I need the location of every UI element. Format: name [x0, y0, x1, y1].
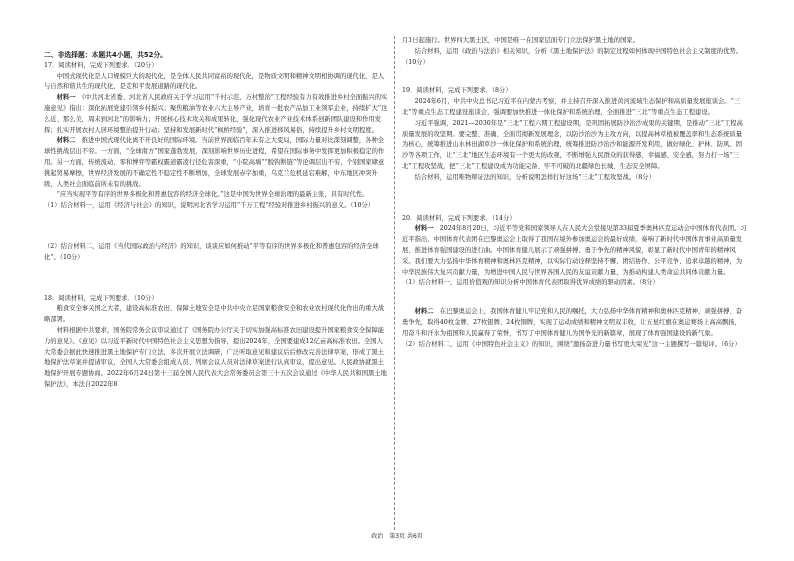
page-footer: 政治 第3页 共6页	[371, 533, 423, 540]
answer-space	[44, 212, 389, 242]
q17-material-2-quote: “应当实现平等有序的世界多极化和普惠包容的经济全球化。”这是中国为世界全球治理的最新主张，具有时代性。	[56, 191, 369, 199]
q17-material-1	[44, 93, 389, 136]
column-divider	[394, 36, 395, 530]
q17-material-2-text: 推进中国式现代化离不开良好的国际环境。当前世界面临百年未有之大变局，国际力量对比深刻调整，各种全球性挑战层出不穷。一方面，“全球南方”国家蓬勃发展，深刻影响世界历史进程，希望在国际事务中发挥更加积极稳定的作用。另一方面，传统流动、零和博弈等霸权霸道霸凌行径危害深重，“小院高墙”“脱钩断链”等论调层出不穷，个别国家肆意挑起贸易摩擦，世界经济发展的不确定性不稳定性不断增加，全球发展赤字加重，乌克兰危机延宕难解，中东地区冲突升级，人类社会面临前所未有的挑战。	[44, 137, 385, 188]
q17-material-2	[44, 136, 389, 190]
q18-intro: 粮食安全事关国之大者，建设高标准农田、保障土地安全是中共中央立足国家粮食安全和农业农村现代化作出的重大战略部署。	[44, 305, 385, 324]
q17-intro: 中国式现代化是人口规模巨大的现代化，是全体人民共同富裕的现代化，是物质文明和精神文明相协调的现代化，是人与自然和谐共生的现代化，是走和平发展道路的现代化。	[44, 72, 385, 91]
right-column	[402, 36, 747, 350]
q20-head: 20．阅读材料，完成下列要求．（14分）	[402, 214, 516, 222]
q20-sub-1: （1）结合材料一，运用价值观的知识分析中国体育代表团取得优异成绩的驱动因素。（8分）	[402, 279, 659, 287]
answer-space	[402, 184, 747, 214]
q18-task: 结合材料，运用《政治与法治》相关知识，分析《黑土地保护法》的制定过程如何体现中国特色社会主义制度的优势。（10分）	[402, 47, 743, 66]
q20-material-2-text: 在巴黎奥运会上，我国体育健儿牢记党和人民的嘱托，大力弘扬中华体育精神和奥林匹克精神，顽强拼搏、奋勇争先，取得40枚金牌、27枚银牌、24枚铜牌，实现了运动成绩和精神文明双丰收，让五星红旗在奥运赛场上高高飘扬，用奋斗和汗水为祖国和人民赢得了荣誉，书写了中国体育健儿为国争光的新篇章，展现了体育强国建设的新气象。	[402, 308, 743, 337]
q18-continued: 月1日起施行。世界四大黑土区，中国是唯一在国家层面专门立法保护黑土地的国家。	[402, 37, 639, 44]
answer-space	[402, 68, 747, 86]
section-title: 二、非选择题：本题共4小题，共52分。	[44, 51, 167, 59]
q20-material-1-label: 材料一	[414, 225, 434, 233]
q19-paragraph-2: 习近平强调，2021—2030年是“三北”工程六期工程建设期，是巩固拓展防沙治沙成果的关键期，是推动“三北”工程高质量发展的攻坚期。要完整、准确、全面贯彻新发展理念，以防沙治沙为主攻方向，以提高林草植被覆盖率和生态系统质量为核心，统筹推进山水林田湖草沙一体化保护和系统治理，统筹推进防沙治沙和能源开发利用，做好绿化、护林、防风、固沙等各项工作，让“三北”地区生态环境有一个更大的改观，不断增强人民群众的获得感、幸福感、安全感，努力打一场“三北”工程攻坚战，把“三北”工程建设成为功能完备、牢不可破的北疆绿色长城、生态安全屏障。	[402, 119, 743, 170]
q17-sub-2: （2）结合材料二，运用《当代国际政治与经济》的知识，谈谈应如何推动“平等有序的世界多极化和普惠包容的经济全球化”。（10分）	[44, 242, 379, 261]
q20-material-1	[402, 224, 747, 278]
answer-space	[44, 264, 389, 294]
left-column	[44, 36, 389, 391]
q17-material-1-text: 《中共河北省委、河北省人民政府关于学习运用“千村示范、万村整治”工程经验有力有效推进乡村全面振兴的实施意见》指出：深化拓展党建引领乡村振兴；聚焦粮油等农业六大主导产业，培育一批农产品加工业领军企业，持续扩大“这么近、那么美，周末到河北”的影响力；开展核心技术攻关和成果转化，强化现代农业产业技术体系创新团队建设和作用发挥；扎实开展农村人居环境整治提升行动；坚持和发展新时代“枫桥经验”，深入推进移风易俗，持续提升乡村文明程度。	[44, 94, 388, 134]
q20-material-2-label: 材料二	[414, 308, 434, 316]
q20-material-1-text: 2024年8月20日，习近平等党和国家领导人在人民大会堂接见第33届夏季奥林匹克运动会中国体育代表团。习近平指出，中国体育代表团在巴黎奥运会上取得了我国在境外参加奥运会的最好成绩，奏响了新时代中国体育事业高质量发展、推进体育强国建设的进行曲。中国体育健儿展示了顽强拼搏、勇于争先的精神风貌，彰显了新时代中国青年的精神风采。我们要大力弘扬中华体育精神和奥林匹克精神，以实际行动诠释坚持不懈、团结协作、公平竞争、追求卓越的精神，为中华民族伟大复兴贡献力量，为增进中国人民与世界各国人民的友谊贡献力量，为推动构建人类命运共同体贡献力量。	[402, 225, 747, 276]
q18-head: 18．阅读材料，完成下列要求．（10分）	[44, 294, 158, 302]
q19-head: 19．阅读材料，完成下列要求．（8分）	[402, 87, 512, 95]
q19-task: 结合材料，运用唯物辩证法的知识，分析说明怎样打好这场“三北”工程攻坚战。（8分）	[414, 173, 655, 181]
q17-head: 17．阅读材料，完成下列要求．（20分）	[44, 61, 158, 69]
q17-sub-1: （1）结合材料一，运用《经济与社会》的知识，说明河北省学习运用“千万工程”经验对推进乡村振兴的意义。（10分）	[44, 202, 375, 210]
answer-space	[402, 289, 747, 307]
q20-sub-2: （2）结合材料二，运用《中国特色社会主义》的知识，围绕“激扬奋进力量书写更大荣光”这一主题撰写一篇短评。（6分）	[402, 340, 741, 348]
q19-paragraph-1: 2024年6月，中共中央总书记习近平在内蒙古考察，并主持召开深入推进黄河流域生态保护和高质量发展座谈会。“三北”等重点生态工程建设座谈会，强调要加快推进一体化保护和系统治理，全面推进“三北”等重点生态工程建设。	[402, 98, 741, 116]
q17-material-1-label: 材料一	[56, 94, 76, 102]
q18-body: 材料根据中共要求，国务院常务会议审议通过了《国务院办公厅关于切实加强高标准农田建设提升国家粮食安全保障能力的意见》。《意见》以习近平新时代中国特色社会主义思想为指导，提出2024年，全国要建成12亿亩高标准农田。全国人大常委会据此快速推进黑土地保护专门立法，多次开展立法调研，广泛听取意见和建议后后修改完善法律草案，形成了黑土地保护法草案并提请审议，全国人大常委会组成人员、列席会议人员对法律草案进行认真审议，提出意见。人民政协就黑土地保护开展专题协商。2022年6月24日第十三届全国人民代表大会常务委员会第三十五次会议通过《中华人民共和国黑土地保护法》，本法自2022年8	[44, 326, 387, 388]
q20-material-2	[402, 307, 747, 339]
q17-material-2-label: 材料二	[56, 137, 76, 145]
